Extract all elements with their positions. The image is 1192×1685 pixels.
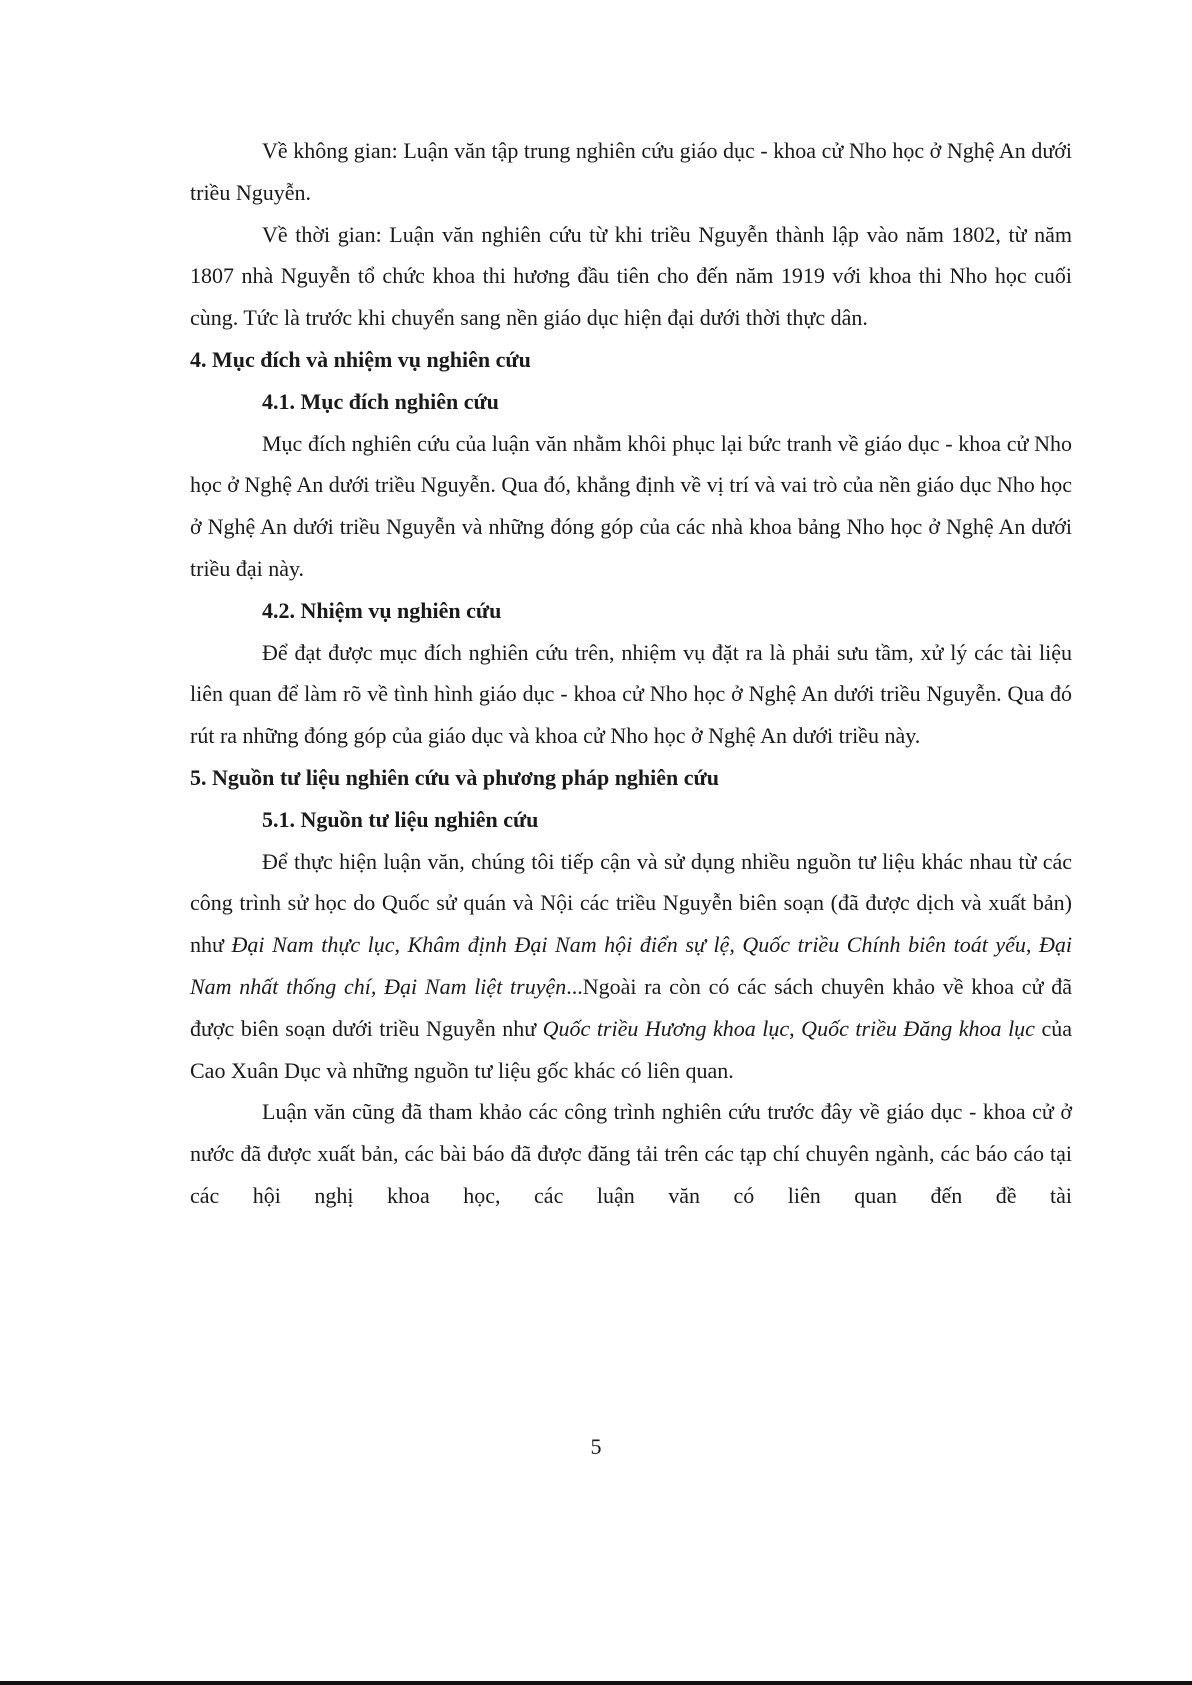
bottom-border [0, 1681, 1192, 1685]
sources-text-part-b: ...Ngoài ra còn có các sách chuyên khảo về khoa cử đã được biên soạn dưới triều Nguyễn như [190, 973, 1072, 1041]
paragraph-scope-time: Về thời gian: Luận văn nghiên cứu từ khi triều Nguyễn thành lập vào năm 1802, từ năm 1807 nhà Nguyễn tổ chức khoa thi hương đầu tiên cho đến năm 1919 với khoa thi Nho học cuối cùng. Tức là trước khi chuyển sang nền giáo dục hiện đại dưới thời thực dân. [190, 221, 1072, 331]
sources-text-part-a: Để thực hiện luận văn, chúng tôi tiếp cận và sử dụng nhiều nguồn tư liệu khác nhau từ các công trình sử học do Quốc sử quán và Nội các triều Nguyễn biên soạn (đã được dịch và xuất bản) như [190, 848, 1072, 958]
paragraph-sources [190, 841, 1072, 1092]
document-body [190, 130, 1072, 1217]
paragraph-references: Luận văn cũng đã tham khảo các công trình nghiên cứu trước đây về giáo dục - khoa cử ở nước đã được xuất bản, các bài báo đã được đăng tải trên các tạp chí chuyên ngành, các báo cáo tại các hội nghị khoa học, các luận văn có liên quan đến đề tài [190, 1099, 1072, 1208]
sources-italic-titles-2: Quốc triều Hương khoa lục, Quốc triều Đăng khoa lục [542, 1015, 1035, 1041]
paragraph-purpose: Mục đích nghiên cứu của luận văn nhằm khôi phục lại bức tranh về giáo dục - khoa cử Nho học ở Nghệ An dưới triều Nguyễn. Qua đó, khẳng định về vị trí và vai trò của nền giáo dục Nho học ở Nghệ An dưới triều Nguyễn và những đóng góp của các nhà khoa bảng Nho học ở Nghệ An dưới triều đại này. [190, 430, 1072, 581]
section-4-1-heading: 4.1. Mục đích nghiên cứu [262, 388, 499, 414]
section-4-heading: 4. Mục đích và nhiệm vụ nghiên cứu [190, 346, 531, 372]
sources-text-part-c: của Cao Xuân Dục và những nguồn tư liệu gốc khác có liên quan. [190, 1015, 1072, 1083]
page-number: 5 [590, 1434, 602, 1459]
sources-italic-titles-1: Đại Nam thực lục, Khâm định Đại Nam hội điển sự lệ, Quốc triều Chính biên toát yếu, Đại Nam nhất thống chí, Đại Nam liệt truyện [190, 932, 1072, 999]
section-4-2-heading: 4.2. Nhiệm vụ nghiên cứu [262, 597, 502, 623]
paragraph-tasks: Để đạt được mục đích nghiên cứu trên, nhiệm vụ đặt ra là phải sưu tầm, xử lý các tài liệu liên quan để làm rõ về tình hình giáo dục - khoa cử Nho học ở Nghệ An dưới triều Nguyễn. Qua đó rút ra những đóng góp của giáo dục và khoa cử Nho học ở Nghệ An dưới triều này. [190, 639, 1072, 749]
paragraph-scope-space: Về không gian: Luận văn tập trung nghiên cứu giáo dục - khoa cử Nho học ở Nghệ An dưới triều Nguyễn. [190, 138, 1072, 205]
section-5-1-heading: 5.1. Nguồn tư liệu nghiên cứu [262, 806, 539, 832]
section-5-heading: 5. Nguồn tư liệu nghiên cứu và phương pháp nghiên cứu [190, 764, 719, 790]
